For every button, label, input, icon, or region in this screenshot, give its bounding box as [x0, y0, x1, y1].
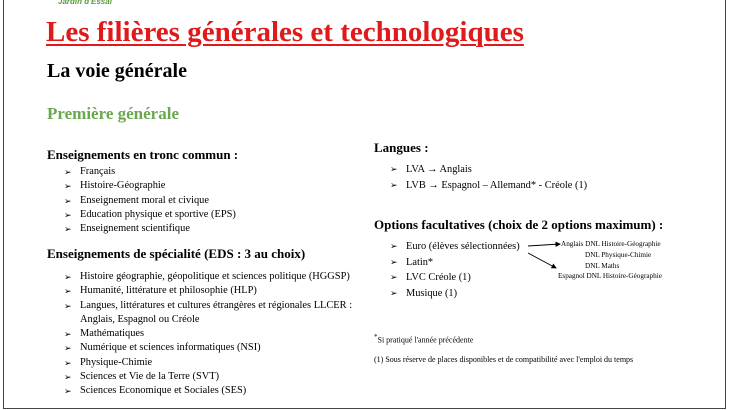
- list-item: ➢ Humanité, littérature et philosophie (HLP): [64, 284, 352, 298]
- tronc-commun-heading: Enseignements en tronc commun :: [47, 147, 239, 162]
- list-item: ➢ Sciences et Vie de la Terre (SVT): [64, 370, 352, 384]
- arrow-bullet-icon: ➢: [390, 287, 398, 298]
- arrow-bullet-icon: ➢: [64, 329, 72, 340]
- list-item: ➢ LVA → Anglais: [390, 162, 587, 178]
- arrow-bullet-icon: ➢: [390, 179, 398, 190]
- list-item: ➢ Musique (1): [390, 286, 520, 302]
- arrow-bullet-icon: ➢: [390, 241, 398, 251]
- footnote-one: (1) Sous réserve de places disponibles et de compatibilité avec l'emploi du temps: [374, 355, 634, 364]
- arrow-icon: [528, 244, 560, 246]
- arrow-bullet-icon: ➢: [64, 300, 72, 311]
- arrow-bullet-icon: ➢: [64, 357, 72, 368]
- arrow-bullet-icon: ➢: [390, 256, 398, 267]
- tronc-commun-list: [64, 165, 236, 236]
- specialite-list: [64, 270, 352, 399]
- list-item: ➢ Sciences Economique et Sociales (SES): [64, 384, 352, 398]
- arrow-bullet-icon: ➢: [64, 372, 72, 383]
- arrow-bullet-icon: ➢: [64, 209, 72, 220]
- list-item: ➢ Physique-Chimie: [64, 356, 352, 370]
- list-item: ➢ Euro (élèves sélectionnées): [390, 239, 520, 255]
- arrow-bullet-icon: ➢: [64, 286, 72, 297]
- arrow-bullet-icon: ➢: [64, 272, 72, 282]
- footnote-star: *Si pratiqué l'année précédente: [374, 333, 474, 345]
- langues-list: [390, 162, 587, 193]
- dnl-espagnol: Espagnol DNL Histoire-Géographie: [558, 272, 662, 280]
- arrow-bullet-icon: ➢: [390, 272, 398, 282]
- arrow-bullet-icon: ➢: [64, 386, 72, 397]
- school-logo-text: Jardin d'Essai: [58, 0, 112, 6]
- list-item: ➢ Numérique et sciences informatiques (NSI): [64, 341, 352, 355]
- dnl-physique: DNL Physique-Chimie: [585, 251, 652, 259]
- page-subtitle: La voie générale: [47, 60, 187, 82]
- list-item: ➢ LVB → Espagnol – Allemand* - Créole (1): [390, 178, 587, 194]
- options-heading: Options facultatives (choix de 2 options maximum) :: [374, 217, 664, 232]
- arrow-bullet-icon: ➢: [64, 224, 72, 235]
- arrow-bullet-icon: ➢: [64, 343, 72, 354]
- list-item: ➢ Histoire géographie, géopolitique et sciences politique (HGGSP): [64, 270, 352, 284]
- list-item: ➢ Mathématiques: [64, 327, 352, 341]
- list-item: ➢ Education physique et sportive (EPS): [64, 208, 236, 222]
- list-item: ➢ Histoire-Géographie: [64, 179, 236, 193]
- list-item: ➢ Langues, littératures et cultures étrangères et régionales LLCER :: [64, 299, 352, 313]
- page-title: Les filières générales et technologiques: [46, 16, 524, 48]
- dnl-anglais: Anglais DNL Histoire-Géographie: [561, 240, 661, 248]
- list-item: Anglais, Espagnol ou Créole: [80, 313, 200, 325]
- list-item: ➢ Enseignement scientifique: [64, 222, 236, 236]
- arrow-icon: [528, 253, 556, 268]
- arrow-bullet-icon: ➢: [64, 195, 72, 206]
- list-item: ➢ Français: [64, 165, 236, 179]
- langues-heading: Langues :: [374, 140, 429, 155]
- options-list: [390, 239, 520, 301]
- dnl-connector-arrows: [520, 238, 570, 272]
- specialite-heading: Enseignements de spécialité (EDS : 3 au choix): [47, 246, 306, 261]
- list-item: ➢ Enseignement moral et civique: [64, 194, 236, 208]
- dnl-maths: DNL Maths: [585, 262, 620, 270]
- arrow-bullet-icon: ➢: [64, 181, 72, 192]
- list-item: ➢ LVC Créole (1): [390, 270, 520, 286]
- arrow-bullet-icon: ➢: [64, 167, 72, 177]
- section-heading: Première générale: [47, 104, 179, 123]
- arrow-bullet-icon: ➢: [390, 164, 398, 174]
- list-item: ➢ Latin*: [390, 255, 520, 271]
